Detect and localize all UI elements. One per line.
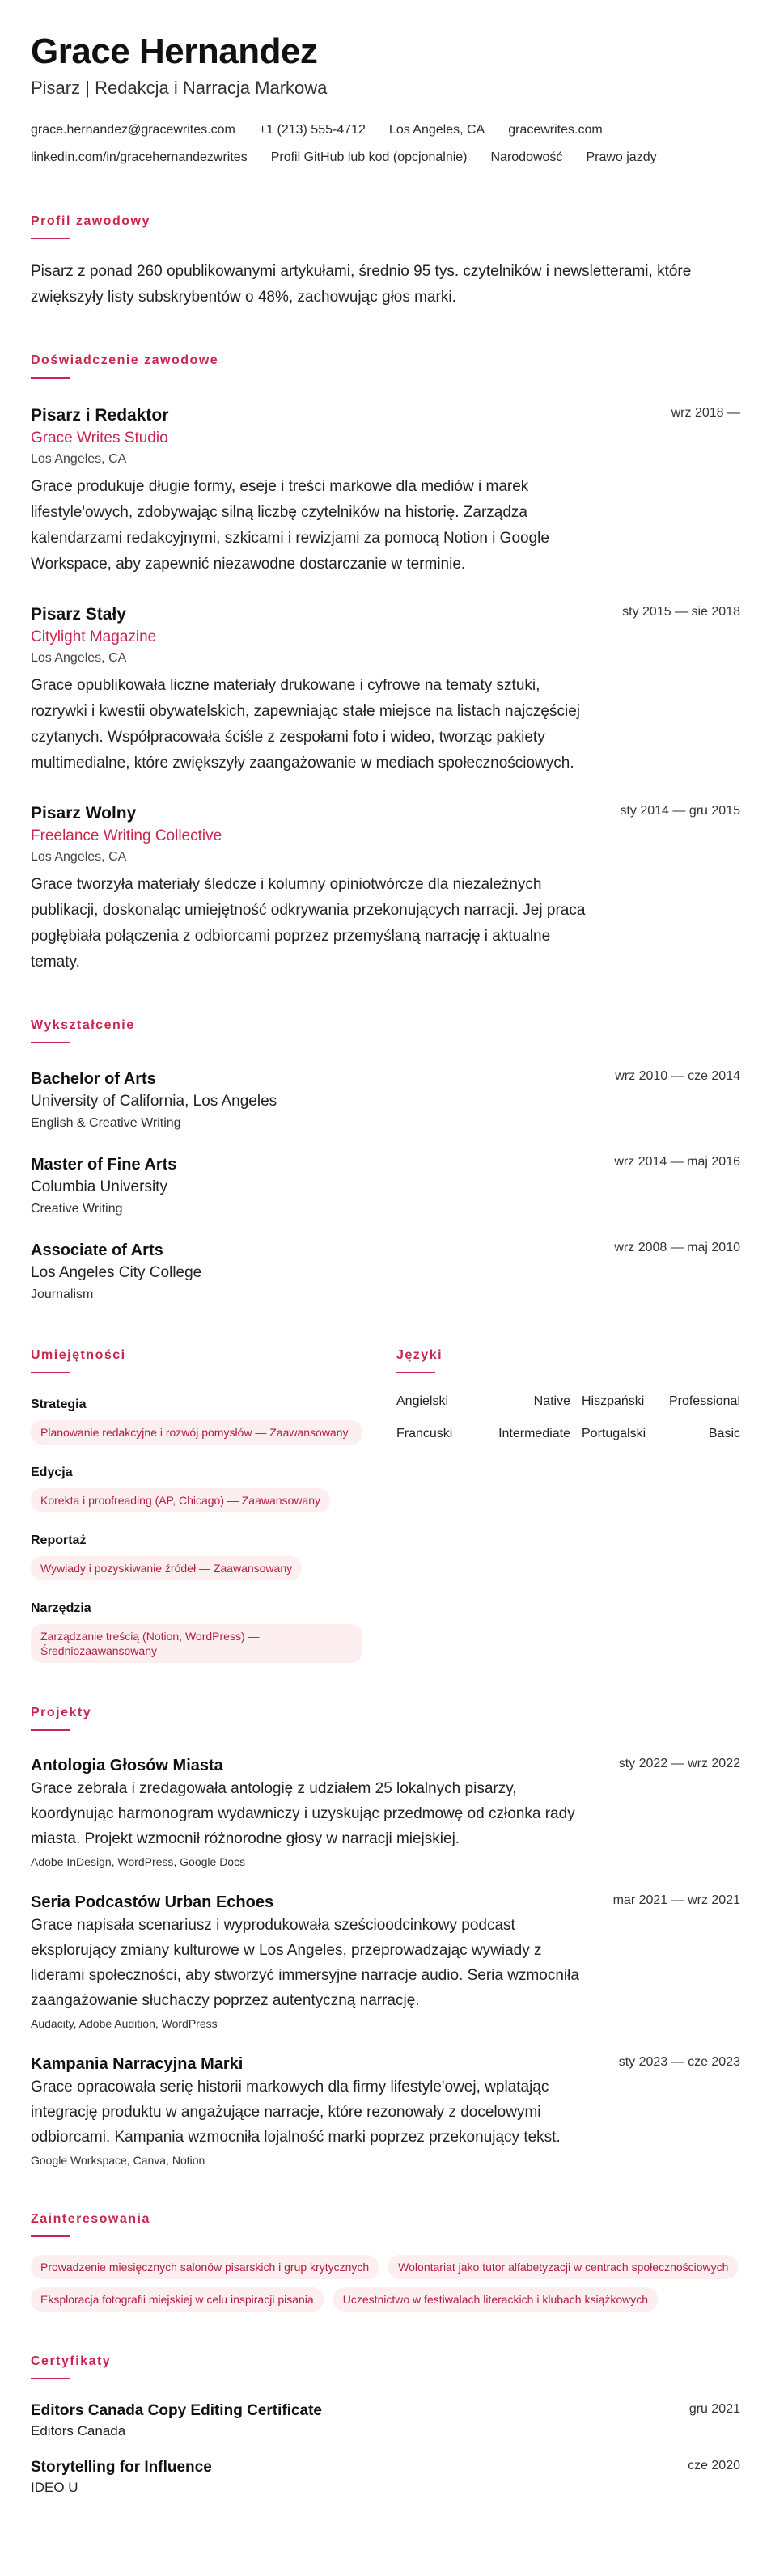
section-divider: [31, 1729, 70, 1731]
company-name: Citylight Magazine: [31, 628, 157, 645]
education-entry: [31, 1153, 740, 1220]
entry-date: wrz 2010 — cze 2014: [615, 1069, 740, 1083]
entry-date: sty 2022 — wrz 2022: [618, 1757, 740, 1770]
languages-section: [396, 1347, 740, 1663]
candidate-headline: Pisarz | Redakcja i Narracja Markowa: [31, 78, 328, 98]
certification-entry: [31, 2400, 740, 2441]
skill-tag: Planowanie redakcyjne i rozwój pomysłów — Zaawansowany: [31, 1420, 362, 1445]
experience-entry: [31, 603, 740, 776]
language-level: Native: [533, 1394, 570, 1408]
job-description: Grace produkuje długie formy, eseje i treści markowe dla mediów i marek lifestyle'owych, zdobywając silną liczbę czytelników na historię. Zarządza kalendarzami redakcyjnymi, szkicami i rewizjami za pomocą Notion i Google Workspace, aby zapewnić niezawodne dostarczanie w terminie.: [31, 478, 549, 573]
experience-entry: [31, 802, 740, 975]
degree: Master of Fine Arts: [31, 1156, 177, 1174]
contact-location: Los Angeles, CA: [388, 123, 485, 137]
skill-tag: Korekta i proofreading (AP, Chicago) — Zaawansowany: [31, 1488, 330, 1512]
contact-github[interactable]: Profil GitHub lub kod (opcjonalnie): [270, 150, 468, 164]
language-level: Intermediate: [498, 1427, 570, 1440]
contact-driving-license: Prawo jazdy: [586, 150, 657, 164]
skill-tag: Zarządzanie treścią (Notion, WordPress) — Średniozaawansowany: [31, 1624, 362, 1663]
section-divider: [31, 238, 70, 239]
project-tools: Adobe InDesign, WordPress, Google Docs: [31, 1855, 246, 1868]
job-location: Los Angeles, CA: [31, 850, 127, 864]
project-entry: [31, 1755, 740, 1871]
project-entry: [31, 1892, 740, 2032]
skills-languages-row: [31, 1347, 740, 1663]
certification-name: Storytelling for Influence: [31, 2459, 212, 2476]
degree: Associate of Arts: [31, 1241, 163, 1259]
entry-date: mar 2021 — wrz 2021: [612, 1893, 740, 1907]
school-name: Columbia University: [31, 1178, 167, 1195]
interest-tag: Prowadzenie miesięcznych salonów pisarskich i grup krytycznych: [31, 2255, 379, 2279]
skills-section: [31, 1347, 367, 1663]
interests-section: [31, 2211, 740, 2312]
job-location: Los Angeles, CA: [31, 452, 127, 466]
language-name: Angielski: [396, 1394, 449, 1408]
summary-section: [31, 214, 740, 311]
project-description: Grace napisała scenariusz i wyprodukowała sześcioodcinkowy podcast eksplorujący zmiany kulturowe w Los Angeles, przeprowadzając wywiady z liderami społeczności, aby stworzyć immersyjne narracje audio. Seria wzmocniła zaangażowanie słuchaczy poprzez autentyczną narrację.: [31, 1917, 579, 2009]
project-entry: [31, 2054, 740, 2169]
section-divider: [31, 1372, 70, 1373]
entry-date: sty 2023 — cze 2023: [618, 2055, 740, 2069]
job-title: Pisarz Wolny: [31, 804, 137, 823]
project-description: Grace zebrała i zredagowała antologię z udziałem 25 lokalnych pisarzy, koordynując harmonogram wydawniczy i uzyskując przedmowę od członka rady miasta. Projekt wzmocnił różnorodne głosy w narracji miejskiej.: [31, 1780, 575, 1847]
entry-date: sty 2014 — gru 2015: [620, 804, 740, 818]
section-divider: [396, 1372, 435, 1373]
school-name: Los Angeles City College: [31, 1264, 202, 1281]
entry-date: wrz 2018 —: [671, 406, 740, 420]
job-title: Pisarz i Redaktor: [31, 406, 169, 425]
entry-date: gru 2021: [688, 2402, 740, 2416]
field-of-study: Journalism: [31, 1288, 94, 1301]
section-divider: [31, 2235, 70, 2237]
job-description: Grace tworzyła materiały śledcze i kolumny opiniotwórcze dla niezależnych publikacji, doskonaląc umiejętność odkrywania przekonujących narracji. Jej praca pogłębiała połączenia z odbiorcami poprzez przemyślaną narrację i aktualne tematy.: [31, 876, 586, 971]
section-title: Projekty: [31, 1706, 92, 1719]
skill-category: Narzędzia: [31, 1601, 91, 1615]
certification-entry: [31, 2457, 740, 2498]
education-entry: [31, 1068, 740, 1134]
section-title: Doświadczenie zawodowe: [31, 353, 219, 367]
skill-category: Reportaż: [31, 1533, 87, 1547]
interest-list: [31, 2255, 743, 2312]
school-name: University of California, Los Angeles: [31, 1093, 277, 1110]
contact-website[interactable]: gracewrites.com: [508, 123, 603, 137]
experience-entry: [31, 404, 740, 577]
experience-section: [31, 353, 740, 975]
contact-linkedin[interactable]: linkedin.com/in/gracehernandezwrites: [31, 150, 248, 164]
skill-category: Edycja: [31, 1466, 73, 1479]
summary-text: Pisarz z ponad 260 opublikowanymi artykułami, średnio 95 tys. czytelników i newsletterami, które zwiększyły listy subskrybentów o 48%, zachowując głos marki.: [31, 263, 692, 306]
language-list: [396, 1393, 740, 1443]
certification-name: Editors Canada Copy Editing Certificate: [31, 2402, 322, 2419]
entry-date: wrz 2014 — maj 2016: [614, 1155, 740, 1169]
interest-tag: Uczestnictwo w festiwalach literackich i klubach książkowych: [333, 2287, 658, 2312]
certification-issuer: Editors Canada: [31, 2423, 126, 2439]
language-level: Basic: [708, 1427, 740, 1440]
resume-header: [31, 29, 740, 171]
education-section: [31, 1017, 740, 1305]
section-title: Wykształcenie: [31, 1018, 135, 1032]
project-description: Grace opracowała serię historii markowych dla firmy lifestyle'owej, wplatając integrację produktu w angażujące narracje, które rezonowały z docelowymi odbiorcami. Kampania wzmocniła lojalność marki poprzez przekonujący tekst.: [31, 2079, 561, 2146]
section-title: Języki: [396, 1348, 443, 1362]
interest-tag: Wolontariat jako tutor alfabetyzacji w centrach społecznościowych: [388, 2255, 738, 2279]
language-name: Hiszpański: [582, 1394, 645, 1408]
candidate-name: Grace Hernandez: [31, 32, 318, 71]
certifications-section: [31, 2354, 740, 2498]
section-title: Certyfikaty: [31, 2354, 112, 2368]
section-title: Umiejętności: [31, 1348, 126, 1362]
project-name: Kampania Narracyjna Marki: [31, 2055, 244, 2073]
section-divider: [31, 1042, 70, 1043]
company-name: Freelance Writing Collective: [31, 827, 222, 844]
section-title: Zainteresowania: [31, 2212, 150, 2226]
certification-issuer: IDEO U: [31, 2480, 78, 2495]
skill-category: Strategia: [31, 1398, 87, 1411]
interest-tag: Eksploracja fotografii miejskiej w celu inspiracji pisania: [31, 2287, 324, 2312]
project-tools: Google Workspace, Canva, Notion: [31, 2154, 205, 2167]
language-name: Francuski: [396, 1427, 453, 1440]
projects-section: [31, 1705, 740, 2169]
contact-phone[interactable]: +1 (213) 555-4712: [258, 123, 366, 137]
degree: Bachelor of Arts: [31, 1070, 156, 1088]
section-title: Profil zawodowy: [31, 214, 150, 228]
job-description: Grace opublikowała liczne materiały drukowane i cyfrowe na tematy sztuki, rozrywki i kwestii obywatelskich, zapewniając stałe miejsce na listach najczęściej czytanych. Współpracowała ściśle z zespołami foto i wideo, tworząc pakiety multimedialne, które zwiększyły zaangażowanie w mediach społecznościowych.: [31, 677, 580, 772]
language-name: Portugalski: [582, 1427, 646, 1440]
section-divider: [31, 377, 70, 379]
job-title: Pisarz Stały: [31, 605, 126, 624]
field-of-study: Creative Writing: [31, 1202, 123, 1216]
education-entry: [31, 1239, 740, 1305]
contact-list: [31, 116, 743, 171]
project-name: Seria Podcastów Urban Echoes: [31, 1893, 274, 1911]
entry-date: sty 2015 — sie 2018: [622, 605, 740, 619]
contact-nationality: Narodowość: [490, 150, 563, 164]
project-tools: Audacity, Adobe Audition, WordPress: [31, 2017, 218, 2030]
entry-date: wrz 2008 — maj 2010: [614, 1241, 740, 1254]
job-location: Los Angeles, CA: [31, 651, 127, 665]
company-name: Grace Writes Studio: [31, 429, 168, 446]
contact-email[interactable]: grace.hernandez@gracewrites.com: [31, 123, 235, 137]
language-level: Professional: [668, 1394, 740, 1408]
entry-date: cze 2020: [688, 2459, 740, 2472]
project-name: Antologia Głosów Miasta: [31, 1757, 223, 1774]
skill-tag: Wywiady i pozyskiwanie źródeł — Zaawansowany: [31, 1556, 302, 1580]
section-divider: [31, 2378, 70, 2379]
field-of-study: English & Creative Writing: [31, 1116, 181, 1130]
